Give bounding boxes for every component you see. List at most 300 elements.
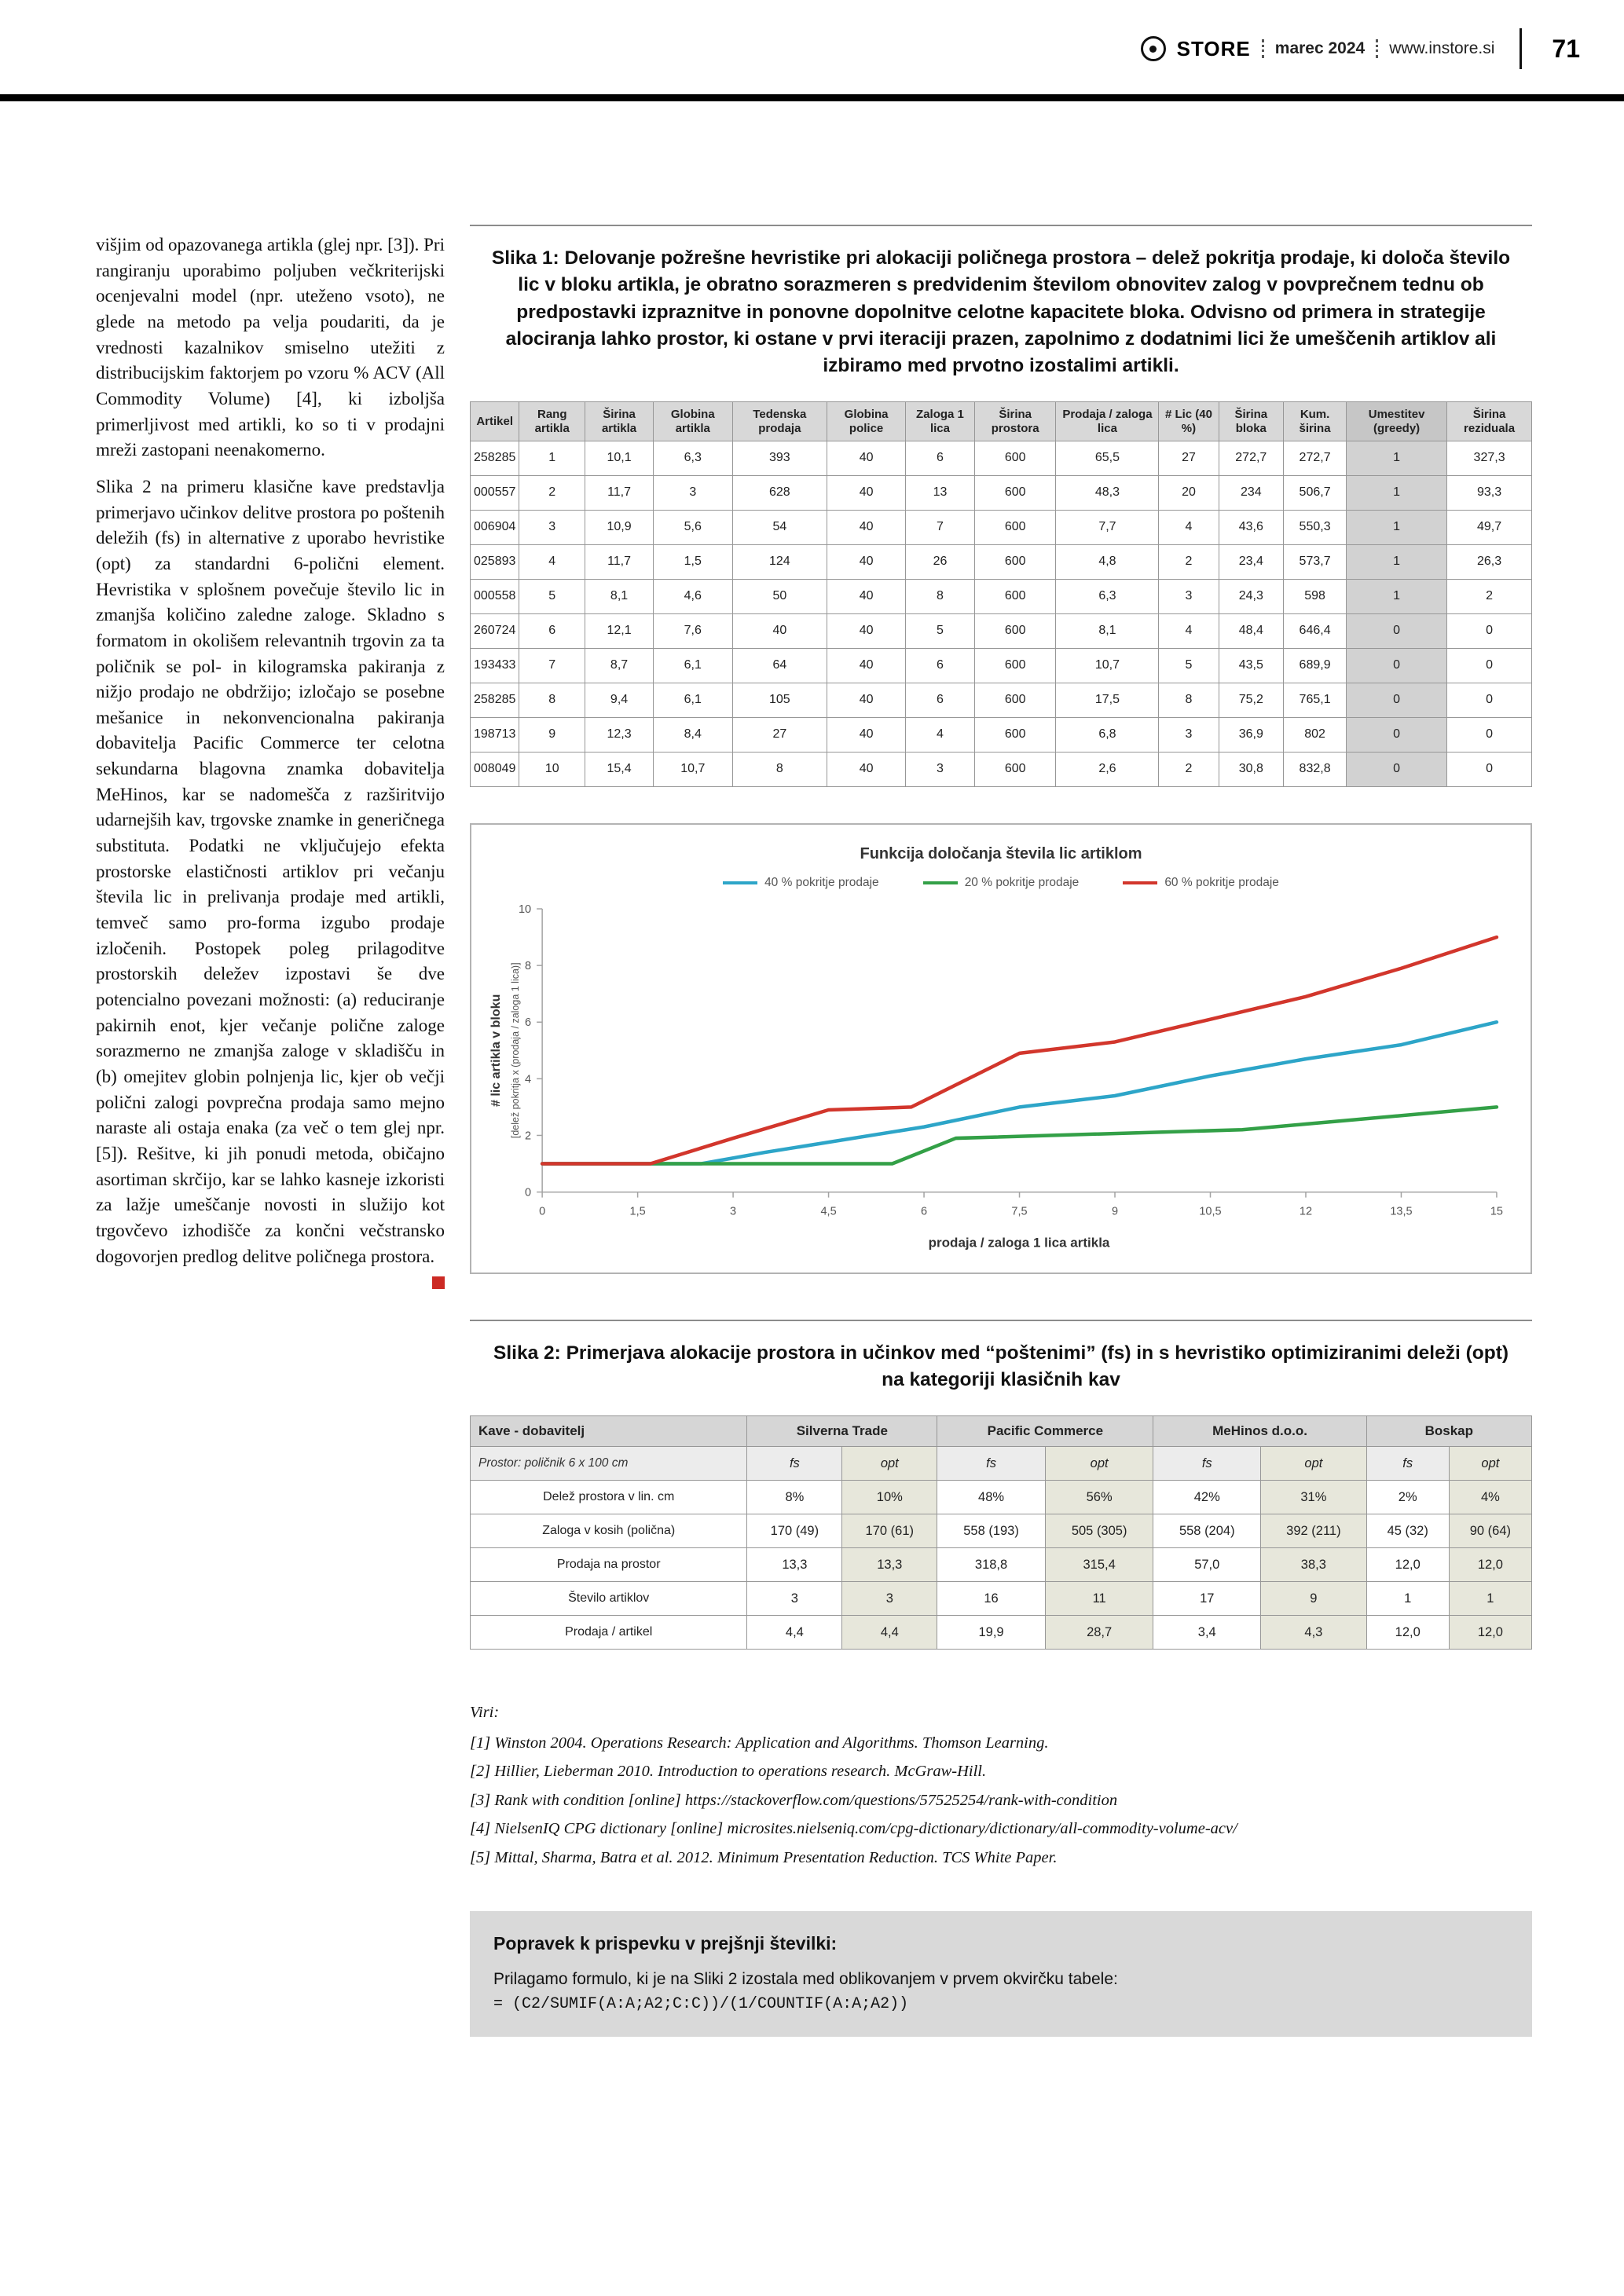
- chart-title: Funkcija določanja števila lic artiklom: [860, 844, 1142, 862]
- table-cell: 42%: [1153, 1481, 1261, 1514]
- table-cell: 646,4: [1284, 613, 1347, 648]
- table-cell: 170 (61): [842, 1514, 937, 1548]
- table-cell: 600: [974, 648, 1056, 683]
- table-cell: 0: [1447, 648, 1532, 683]
- table-cell: 19,9: [937, 1616, 1046, 1650]
- table-header-row: [471, 402, 1532, 441]
- table-cell: 93,3: [1447, 475, 1532, 510]
- table-cell: 0: [1347, 683, 1447, 717]
- table-cell: 1: [1449, 1582, 1531, 1616]
- table-cell: 3: [1159, 579, 1219, 613]
- table-cell: 6,3: [1056, 579, 1159, 613]
- y-axis-sublabel: [delež pokritja x (prodaja / zaloga 1 lica)]: [510, 962, 522, 1139]
- header-separator: [1262, 39, 1264, 58]
- brand-group: [1141, 36, 1495, 61]
- table-cell: 193433: [471, 648, 519, 683]
- table-cell: 43,5: [1219, 648, 1284, 683]
- table-cell: 258285: [471, 441, 519, 475]
- table-cell: 327,3: [1447, 441, 1532, 475]
- column-header: Globina artikla: [654, 402, 733, 441]
- table-row: [471, 510, 1532, 544]
- table-cell: 832,8: [1284, 752, 1347, 786]
- table-cell: 1: [1347, 544, 1447, 579]
- chart-legend: [486, 876, 1516, 890]
- table-cell: 7: [906, 510, 975, 544]
- legend-item: [1123, 876, 1279, 890]
- table-cell: 2: [1447, 579, 1532, 613]
- legend-swatch: [1123, 881, 1157, 884]
- x-tick-label: 0: [539, 1205, 546, 1218]
- table-row: [471, 1582, 1532, 1616]
- figures-column: [470, 225, 1532, 2037]
- correction-title: Popravek k prispevku v prejšnji številki:: [493, 1933, 838, 1954]
- table-cell: 0: [1347, 752, 1447, 786]
- table-cell: 802: [1284, 717, 1347, 752]
- corner-header: Kave - dobavitelj: [471, 1416, 747, 1447]
- table-cell: 6,8: [1056, 717, 1159, 752]
- table-cell: 57,0: [1153, 1548, 1261, 1582]
- table-cell: 9,4: [585, 683, 654, 717]
- column-header: Širina bloka: [1219, 402, 1284, 441]
- table-cell: 10,7: [1056, 648, 1159, 683]
- x-ticks: [539, 1192, 1503, 1218]
- table-cell: 40: [827, 717, 906, 752]
- table-cell: 628: [732, 475, 827, 510]
- references-list: [470, 1729, 1532, 1872]
- table-cell: 24,3: [1219, 579, 1284, 613]
- table-cell: 008049: [471, 752, 519, 786]
- table-cell: 20: [1159, 475, 1219, 510]
- table-cell: 600: [974, 579, 1056, 613]
- table-cell: 0: [1447, 613, 1532, 648]
- table-cell: 5: [1159, 648, 1219, 683]
- table-cell: 17,5: [1056, 683, 1159, 717]
- x-tick-label: 15: [1490, 1205, 1504, 1218]
- table-cell: 48%: [937, 1481, 1046, 1514]
- table-row: [471, 648, 1532, 683]
- header-rule: [0, 94, 1624, 101]
- row-label: Delež prostora v lin. cm: [471, 1481, 747, 1514]
- table-cell: 8: [732, 752, 827, 786]
- table-cell: 2,6: [1056, 752, 1159, 786]
- row-label: Število artiklov: [471, 1582, 747, 1616]
- table-cell: 0: [1347, 613, 1447, 648]
- table-row: [471, 441, 1532, 475]
- table-row: [471, 752, 1532, 786]
- y-axis-label: # lic artikla v bloku: [489, 994, 504, 1107]
- table-cell: 40: [827, 683, 906, 717]
- table-cell: 600: [974, 613, 1056, 648]
- table-cell: 40: [827, 475, 906, 510]
- column-header: Zaloga 1 lica: [906, 402, 975, 441]
- section-rule: [470, 225, 1532, 226]
- x-tick-label: 7,5: [1011, 1205, 1028, 1218]
- site-url: www.instore.si: [1389, 39, 1495, 57]
- table-row: [471, 544, 1532, 579]
- supplier-group-header: MeHinos d.o.o.: [1153, 1416, 1366, 1447]
- table-cell: 5: [519, 579, 585, 613]
- y-tick-label: 4: [525, 1073, 532, 1086]
- header-separator: [1376, 39, 1378, 58]
- table-cell: 8: [906, 579, 975, 613]
- supplier-group-header: Silverna Trade: [747, 1416, 937, 1447]
- supplier-group-header: Boskap: [1366, 1416, 1531, 1447]
- table-cell: 4: [1159, 613, 1219, 648]
- table-cell: 9: [519, 717, 585, 752]
- table-cell: 8,4: [654, 717, 733, 752]
- table-cell: 13,3: [842, 1548, 937, 1582]
- fs-opt-subheader: opt: [842, 1447, 937, 1481]
- table-cell: 105: [732, 683, 827, 717]
- y-tick-label: 2: [525, 1130, 532, 1143]
- column-header: Tedenska prodaja: [732, 402, 827, 441]
- table-cell: 2: [1159, 752, 1219, 786]
- table-cell: 49,7: [1447, 510, 1532, 544]
- table-cell: 31%: [1261, 1481, 1367, 1514]
- references: [470, 1698, 1532, 1872]
- table-cell: 0: [1347, 648, 1447, 683]
- section-rule: [470, 1320, 1532, 1321]
- reference-item: [2] Hillier, Lieberman 2010. Introduction to operations research. McGraw-Hill.: [470, 1763, 987, 1781]
- column-header: Rang artikla: [519, 402, 585, 441]
- table-cell: 600: [974, 683, 1056, 717]
- table-cell: 272,7: [1219, 441, 1284, 475]
- column-header: Kum. širina: [1284, 402, 1347, 441]
- table-cell: 2: [1159, 544, 1219, 579]
- table-cell: 90 (64): [1449, 1514, 1531, 1548]
- table-cell: 3: [654, 475, 733, 510]
- table-cell: 7,7: [1056, 510, 1159, 544]
- table-cell: 0: [1447, 683, 1532, 717]
- table-cell: 64: [732, 648, 827, 683]
- x-tick-label: 6: [921, 1205, 928, 1218]
- table-cell: 30,8: [1219, 752, 1284, 786]
- figure2-caption: Slika 2: Primerjava alokacije prostora in učinkov med “poštenimi” (fs) in s hevristiko optimiziranimi deleži (opt) na kategoriji klasičnih kav: [493, 1342, 1509, 1390]
- table-cell: 26: [906, 544, 975, 579]
- legend-item: [923, 876, 1080, 890]
- table-cell: 48,3: [1056, 475, 1159, 510]
- table-cell: 75,2: [1219, 683, 1284, 717]
- reference-item: [5] Mittal, Sharma, Batra et al. 2012. Minimum Presentation Reduction. TCS White Paper.: [470, 1848, 1058, 1866]
- table-cell: 600: [974, 544, 1056, 579]
- table-cell: 12,0: [1366, 1616, 1449, 1650]
- table-cell: 6: [906, 683, 975, 717]
- table-cell: 198713: [471, 717, 519, 752]
- table-cell: 318,8: [937, 1548, 1046, 1582]
- table-cell: 550,3: [1284, 510, 1347, 544]
- table-cell: 0: [1347, 717, 1447, 752]
- table-cell: 4,4: [747, 1616, 842, 1650]
- series-line-0: [542, 1022, 1497, 1163]
- row-label: Zaloga v kosih (polična): [471, 1514, 747, 1548]
- logo-dot: [1149, 46, 1157, 53]
- table-cell: 56%: [1045, 1481, 1153, 1514]
- table-cell: 689,9: [1284, 648, 1347, 683]
- references-title: Viri:: [470, 1704, 500, 1722]
- y-ticks: [519, 903, 542, 1199]
- table-cell: 558 (193): [937, 1514, 1046, 1548]
- x-axis-label: prodaja / zaloga 1 lica artikla: [928, 1235, 1110, 1251]
- figure1-caption: Slika 1: Delovanje požrešne hevristike pri alokaciji poličnega prostora – delež pokritja prodaje, ki določa število lic v bloku artikla, je obratno sorazmeren s predvidenim številom obnovitev zalog v povprečnem tednu ob predpostavki izpraznitve in ponovne dopolnitve celotne kapacitete bloka. Odvisno od primera in strategije alociranja lahko prostor, ki ostane v prvi iteraciji prazen, zapolnimo z dodatnimi lici že umeščenih artiklov ali izbiramo med prvotno izostalimi artikli.: [491, 247, 1511, 377]
- table-cell: 600: [974, 717, 1056, 752]
- end-of-article-marker: [432, 1276, 445, 1289]
- table-row: [471, 475, 1532, 510]
- table-cell: 40: [827, 613, 906, 648]
- series-lines: [542, 937, 1497, 1163]
- table-cell: 1,5: [654, 544, 733, 579]
- table-cell: 40: [827, 752, 906, 786]
- table-cell: 4,6: [654, 579, 733, 613]
- correction-formula: = (C2/SUMIF(A:A;A2;C:C))/(1/COUNTIF(A:A;A2)): [493, 1995, 909, 2014]
- table-cell: 272,7: [1284, 441, 1347, 475]
- table-cell: 1: [1347, 510, 1447, 544]
- x-tick-label: 12: [1299, 1205, 1313, 1218]
- table-cell: 11: [1045, 1582, 1153, 1616]
- table-cell: 505 (305): [1045, 1514, 1153, 1548]
- column-header: Širina reziduala: [1447, 402, 1532, 441]
- brand-name: STORE: [1176, 36, 1251, 60]
- table-cell: 10,1: [585, 441, 654, 475]
- table-row: [471, 1548, 1532, 1582]
- table-cell: 600: [974, 510, 1056, 544]
- page-header: [0, 24, 1580, 74]
- table-cell: 4: [519, 544, 585, 579]
- table-cell: 4,4: [842, 1616, 937, 1650]
- x-tick-label: 13,5: [1390, 1205, 1413, 1218]
- table-cell: 600: [974, 441, 1056, 475]
- table-cell: 6,1: [654, 648, 733, 683]
- column-header: Širina artikla: [585, 402, 654, 441]
- table-cell: 260724: [471, 613, 519, 648]
- table-row: [471, 683, 1532, 717]
- table-cell: 38,3: [1261, 1548, 1367, 1582]
- table-cell: 3: [1159, 717, 1219, 752]
- body-paragraph-text: Slika 2 na primeru klasične kave predstavlja primerjavo učinkov delitve prostora po poštenih deležih (fs) in alternative z uporabo hevristike (opt) za standardni 6-polični element. Hevristika v splošnem povečuje število lic in zmanjša količino zaledne zaloge. Skladno s formatom in okolišem relevantnih trgovin za ta poličnik se pol- in kilogramska pakiranja z nižjo prodajo ne obdržijo; izločajo se posebne mešanice in nekonvencionalna pakiranja dobavitelja Pacific Commerce ter celotna sekundarna blagovna znamka dobavitelja MeHinos, kar se nadomešča z razširitvijo udarnejših kav, trgovske znamke in generičnega substituta. Podatki ne vključujejo efekta prostorske elastičnosti artiklov pri večanju števila lic in prelivanja prodaje med artikli, temveč samo pro-forma izgubo prodaje izločenih. Postopek poleg prilagoditve prostorskih deležev izpostavi še dve potencialno povezani možnosti: (a) reduciranje pakirnih enot, kjer večanje polične zaloge sorazmerno ne zmanjša zaloge v skladišču in (b) omejitev globin polnjenja lic, kjer ob večji polični zalogi povprečna prodaja samo mejno naraste ali ostaja enaka (za več o tem glej npr. [5]). Rešitve, ki jih ponudi metoda, običajno asortiman skrčijo, kar se lahko kasneje izkoristi za lažje umeščanje novosti in služijo kot trgovčevo izhodišče za končni večstransko dogovorjen predlog delitve poličnega prostora.: [96, 476, 445, 1266]
- table-cell: 0: [1447, 752, 1532, 786]
- table-cell: 600: [974, 752, 1056, 786]
- table-cell: 8: [1159, 683, 1219, 717]
- table-cell: 1: [1347, 475, 1447, 510]
- table-cell: 598: [1284, 579, 1347, 613]
- table-cell: 5,6: [654, 510, 733, 544]
- table-cell: 13: [906, 475, 975, 510]
- y-tick-label: 0: [525, 1186, 532, 1199]
- table-cell: 27: [1159, 441, 1219, 475]
- row-label: Prodaja na prostor: [471, 1548, 747, 1582]
- table-cell: 13,3: [747, 1548, 842, 1582]
- x-tick-label: 1,5: [629, 1205, 646, 1218]
- fs-opt-subheader: opt: [1261, 1447, 1367, 1481]
- reference-item: [4] NielsenIQ CPG dictionary [online] microsites.nielseniq.com/cpg-dictionary/dictionary/all-commodity-volume-acv/: [470, 1820, 1237, 1838]
- instore-logo-icon: [1141, 36, 1166, 61]
- table-cell: 40: [827, 579, 906, 613]
- table-row: [471, 1616, 1532, 1650]
- table-cell: 258285: [471, 683, 519, 717]
- table-cell: 8: [519, 683, 585, 717]
- table-cell: 3: [747, 1582, 842, 1616]
- table-cell: 8,1: [585, 579, 654, 613]
- supplier-group-header: Pacific Commerce: [937, 1416, 1153, 1447]
- correction-body: Prilagamo formulo, ki je na Sliki 2 izostala med oblikovanjem v prvem okvirčku tabele:: [493, 1970, 1118, 1989]
- table-cell: 12,3: [585, 717, 654, 752]
- legend-label: 40 % pokritje prodaje: [764, 875, 879, 889]
- table-cell: 26,3: [1447, 544, 1532, 579]
- reference-item: [1] Winston 2004. Operations Research: Application and Algorithms. Thomson Learning.: [470, 1734, 1049, 1752]
- table-cell: 506,7: [1284, 475, 1347, 510]
- table-cell: 315,4: [1045, 1548, 1153, 1582]
- table-cell: 65,5: [1056, 441, 1159, 475]
- table-cell: 40: [827, 544, 906, 579]
- column-header: Artikel: [471, 402, 519, 441]
- table-cell: 393: [732, 441, 827, 475]
- legend-swatch: [923, 881, 958, 884]
- legend-item: [723, 876, 879, 890]
- table-cell: 6: [906, 441, 975, 475]
- table-cell: 40: [827, 648, 906, 683]
- x-tick-label: 4,5: [820, 1205, 837, 1218]
- table-cell: 392 (211): [1261, 1514, 1367, 1548]
- article-body-column: [96, 233, 445, 1289]
- table-row: [471, 1481, 1532, 1514]
- table-cell: 1: [1366, 1582, 1449, 1616]
- legend-label: 20 % pokritje prodaje: [964, 875, 1080, 889]
- table-cell: 54: [732, 510, 827, 544]
- table-cell: 4: [906, 717, 975, 752]
- table-cell: 558 (204): [1153, 1514, 1261, 1548]
- legend-label: 60 % pokritje prodaje: [1164, 875, 1279, 889]
- fs-opt-subheader: fs: [747, 1447, 842, 1481]
- table-cell: 15,4: [585, 752, 654, 786]
- table-cell: 48,4: [1219, 613, 1284, 648]
- table-cell: 124: [732, 544, 827, 579]
- fs-opt-subheader: fs: [1153, 1447, 1261, 1481]
- table-row: [471, 579, 1532, 613]
- corner-subtitle: Prostor: poličnik 6 x 100 cm: [471, 1447, 747, 1481]
- table-cell: 4%: [1449, 1481, 1531, 1514]
- table-cell: 28,7: [1045, 1616, 1153, 1650]
- table-cell: 8,7: [585, 648, 654, 683]
- figure1-chart: [470, 823, 1532, 1274]
- table-cell: 9: [1261, 1582, 1367, 1616]
- table-cell: 4,3: [1261, 1616, 1367, 1650]
- table-cell: 36,9: [1219, 717, 1284, 752]
- figure2-table: [470, 1415, 1532, 1650]
- row-label: Prodaja / artikel: [471, 1616, 747, 1650]
- table-cell: 7,6: [654, 613, 733, 648]
- fs-opt-subheader: opt: [1449, 1447, 1531, 1481]
- table-cell: 8%: [747, 1481, 842, 1514]
- page-number: 71: [1552, 34, 1580, 63]
- legend-swatch: [723, 881, 757, 884]
- table-cell: 12,0: [1449, 1616, 1531, 1650]
- table-cell: 5: [906, 613, 975, 648]
- table-cell: 2: [519, 475, 585, 510]
- page-number-divider: [1520, 28, 1522, 69]
- table-cell: 000558: [471, 579, 519, 613]
- table-cell: 6,3: [654, 441, 733, 475]
- table-cell: 40: [827, 441, 906, 475]
- table-cell: 17: [1153, 1582, 1261, 1616]
- column-header: Prodaja / zaloga lica: [1056, 402, 1159, 441]
- table-cell: 6,1: [654, 683, 733, 717]
- column-header: # Lic (40 %): [1159, 402, 1219, 441]
- table-cell: 3: [842, 1582, 937, 1616]
- series-line-1: [542, 1107, 1497, 1163]
- fs-opt-subheader: opt: [1045, 1447, 1153, 1481]
- table-cell: 170 (49): [747, 1514, 842, 1548]
- table-cell: 11,7: [585, 544, 654, 579]
- table-cell: 40: [827, 510, 906, 544]
- body-paragraph: višjim od opazovanega artikla (glej npr. [3]). Pri rangiranju uporabimo poljuben večkriterijski ocenjevalni model (npr. uteženo vsoto), ne glede na metodo pa velja poudariti, da je vrednosti kazalnikov smiselno utežiti z distribucijskim faktorjem po vzoru % ACV (All Commodity Volume) [4], ki izboljša primerljivost med artikli, ko so ti v prodajni mreži zastopani neenakomerno.: [96, 235, 445, 460]
- table-cell: 573,7: [1284, 544, 1347, 579]
- table-cell: 765,1: [1284, 683, 1347, 717]
- table-row: [471, 1514, 1532, 1548]
- table-cell: 12,0: [1366, 1548, 1449, 1582]
- table-cell: 4,8: [1056, 544, 1159, 579]
- figure1-table-head: [471, 402, 1532, 441]
- table-cell: 3: [906, 752, 975, 786]
- x-tick-label: 9: [1111, 1205, 1119, 1218]
- table-cell: 10,7: [654, 752, 733, 786]
- table-cell: 10,9: [585, 510, 654, 544]
- correction-box: [470, 1911, 1532, 2037]
- y-tick-label: 8: [525, 960, 532, 973]
- table-cell: 025893: [471, 544, 519, 579]
- table-header-row: [471, 1416, 1532, 1447]
- table-cell: 234: [1219, 475, 1284, 510]
- table-cell: 1: [1347, 579, 1447, 613]
- table-cell: 006904: [471, 510, 519, 544]
- table-cell: 4: [1159, 510, 1219, 544]
- table-cell: 45 (32): [1366, 1514, 1449, 1548]
- table-cell: 6: [519, 613, 585, 648]
- table-cell: 2%: [1366, 1481, 1449, 1514]
- column-header: Umestitev (greedy): [1347, 402, 1447, 441]
- table-cell: 50: [732, 579, 827, 613]
- table-cell: 7: [519, 648, 585, 683]
- table-cell: 10: [519, 752, 585, 786]
- table-cell: 40: [732, 613, 827, 648]
- table-cell: 10%: [842, 1481, 937, 1514]
- table-cell: 000557: [471, 475, 519, 510]
- table-cell: 12,0: [1449, 1548, 1531, 1582]
- table-cell: 12,1: [585, 613, 654, 648]
- y-tick-label: 6: [525, 1016, 532, 1030]
- table-cell: 23,4: [1219, 544, 1284, 579]
- table-cell: 16: [937, 1582, 1046, 1616]
- table-cell: 3,4: [1153, 1616, 1261, 1650]
- fs-opt-subheader: fs: [1366, 1447, 1449, 1481]
- y-tick-label: 10: [518, 903, 532, 917]
- table-cell: 1: [1347, 441, 1447, 475]
- table-cell: 43,6: [1219, 510, 1284, 544]
- table-subheader-row: [471, 1447, 1532, 1481]
- table-cell: 1: [519, 441, 585, 475]
- table-row: [471, 613, 1532, 648]
- fs-opt-subheader: fs: [937, 1447, 1046, 1481]
- x-tick-label: 3: [730, 1205, 737, 1218]
- table-cell: 27: [732, 717, 827, 752]
- table-cell: 11,7: [585, 475, 654, 510]
- table-cell: 6: [906, 648, 975, 683]
- table-cell: 3: [519, 510, 585, 544]
- reference-item: [3] Rank with condition [online] https://stackoverflow.com/questions/57525254/rank-with-condition: [470, 1791, 1118, 1809]
- table-row: [471, 717, 1532, 752]
- body-paragraph: [96, 474, 445, 1269]
- chart-plot: [486, 895, 1516, 1265]
- table-cell: 8,1: [1056, 613, 1159, 648]
- table-cell: 600: [974, 475, 1056, 510]
